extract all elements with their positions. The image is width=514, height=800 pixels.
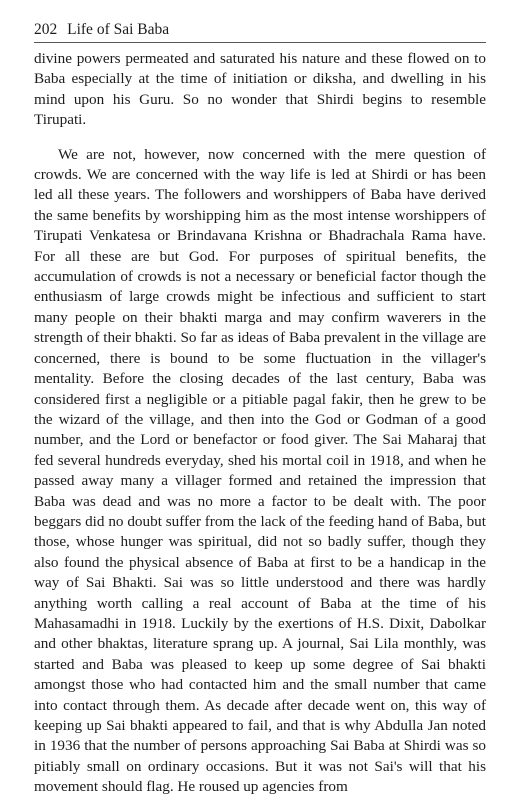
paragraph-continued: divine powers permeated and saturated his nature and these flowed on to Baba especially at the time of initiation or diksha, and dwelling in his mind upon his Guru. So no wonder that Shirdi begins to resemble Tirupati.: [34, 50, 486, 129]
page-number: 202: [34, 21, 58, 38]
paragraph-main: We are not, however, now concerned with the mere question of crowds. We are concerned with the way life is led at Shirdi or has been led all these years. The followers and worshippers of Baba have derived the same benefits by worshipping him as the most intense worshippers of Tirupati Venkatesa or Brindavana Krishna or Bhadrachala Rama have. For all these are but God. For purposes of spiritual benefits, the accumulation of crowds is not a necessary or beneficial factor though the enthusiasm of large crowds might be infectious and sufficient to start many people on their bhakti marga and may confirm waverers in the strength of their bhakti. So far as ideas of Baba prevalent in the village are concerned, there is bound to be some fluctuation in the villager's mentality. Before the closing decades of the last century, Baba was considered first a negligible or a pitiable pagal fakir, then he grew to be the wizard of the village, and then into the God or Godman of a good number, and the Lord or benefactor or food giver. The Sai Maharaj that fed several hundreds everyday, shed his mortal coil in 1918, and when he passed away many a villager formed and retained the impression that Baba was dead and was no more a factor to be dealt with. The poor beggars did no doubt suffer from the lack of the feeding hand of Baba, but those, whose hunger was spiritual, did not so badly suffer, though they also found the physical absence of Baba at first to be a handicap in the way of Sai Bhakti. Sai was so little understood and there was hardly anything worth calling a real account of Baba at the time of his Mahasamadhi in 1918. Luckily by the exertions of H.S. Dixit, Dabolkar and other bhaktas, literature sprang up. A journal, Sai Lila monthly, was started and Baba was pleased to keep up some degree of Sai bhakti amongst those who had contacted him and the small number that came into contact through them. As decade after decade went on, this way of keeping up Sai bhakti appeared to fail, and that is why Abdulla Jan noted in 1936 that the number of persons approaching Sai Baba at Shirdi was so pitiably small on ordinary occasions. But it was not Sai's will that his movement should flag. He roused up agencies from: [34, 145, 486, 796]
running-title: Life of Sai Baba: [67, 21, 170, 38]
running-header: [34, 20, 486, 43]
